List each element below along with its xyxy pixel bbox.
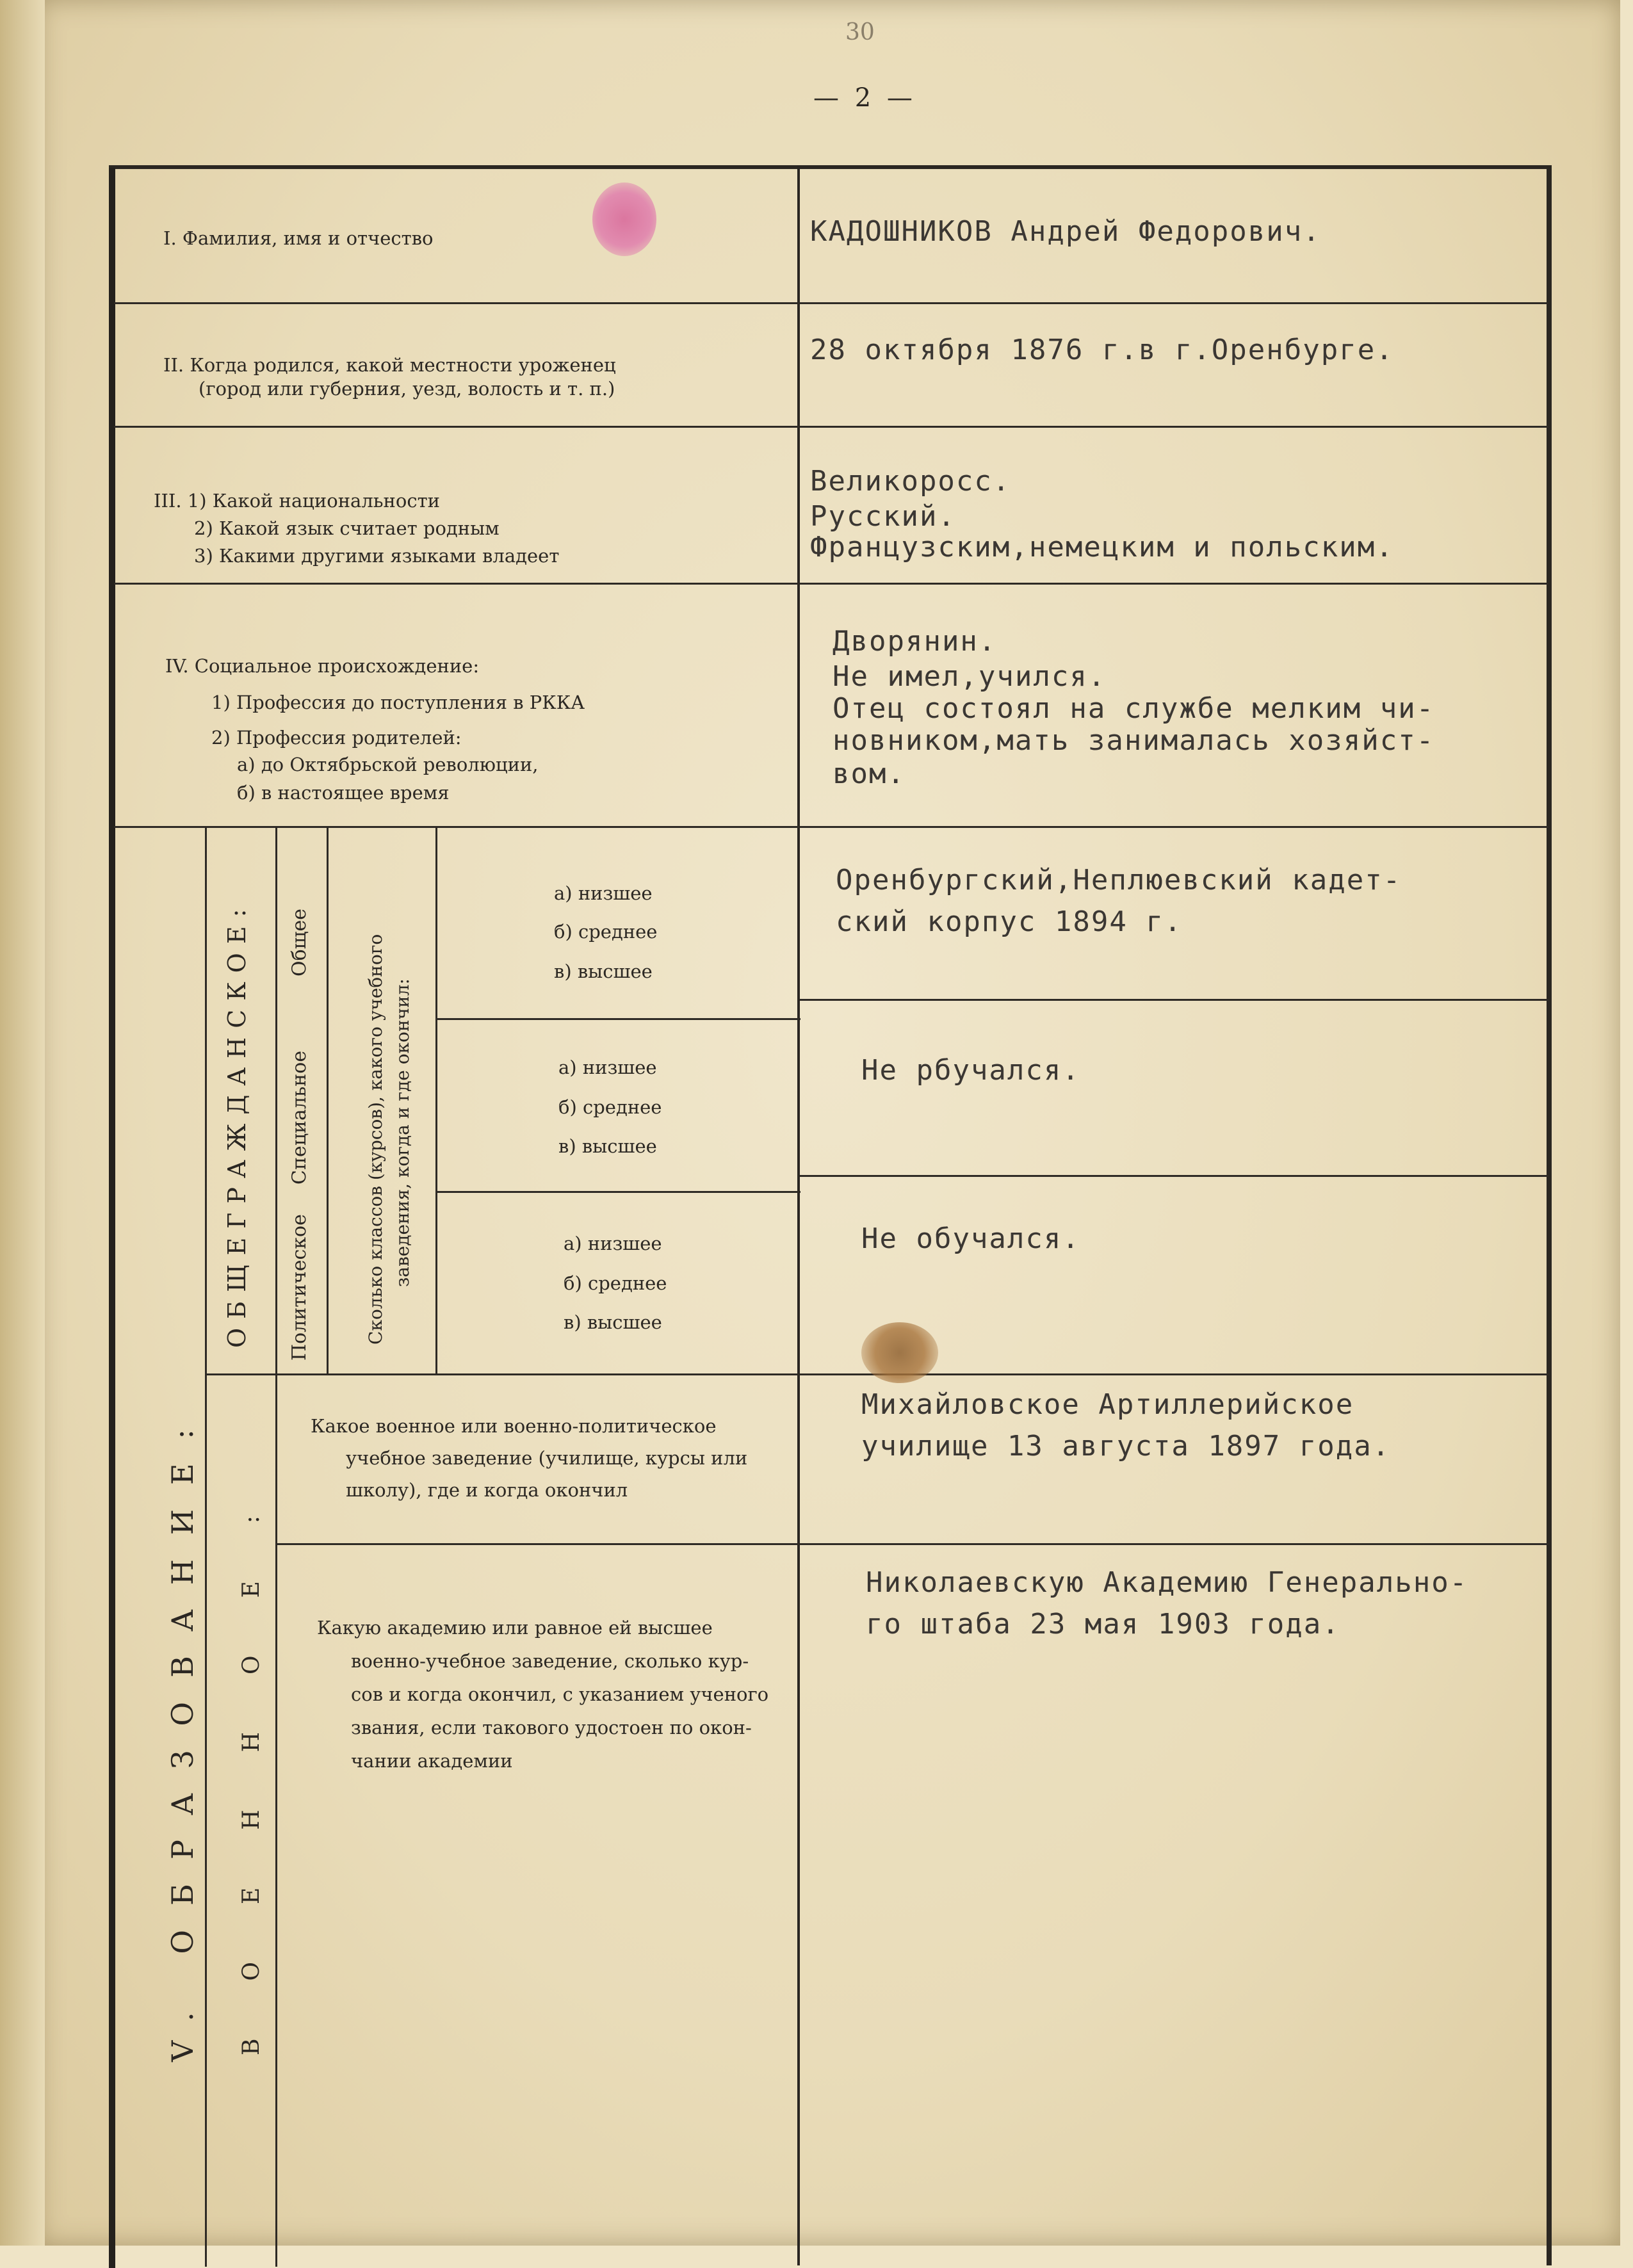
- label-current-time: б) в настоящее время: [237, 782, 450, 804]
- row-divider: [435, 1018, 800, 1020]
- value-military-school-2: училище 13 августа 1897 года.: [861, 1430, 1391, 1462]
- label-parents-profession: 2) Профессия родителей:: [211, 727, 462, 749]
- label-military-school-1: Какое военное или военно-политическое: [311, 1415, 717, 1437]
- value-general-line2: ский корпус 1894 г.: [836, 905, 1183, 938]
- label-academy-4: звания, если такового удостоен по окон-: [351, 1717, 752, 1738]
- edu-col-divider: [205, 826, 207, 2267]
- value-nationality: Великоросс.: [810, 465, 1011, 498]
- label-military-school-2: учебное заведение (училище, курсы или: [346, 1447, 748, 1469]
- value-birth: 28 октября 1876 г.в г.Оренбурге.: [810, 334, 1394, 366]
- value-profession-before: Не имел,учился.: [833, 660, 1107, 693]
- label-education-section: V. ОБРАЗОВАНИЕ:: [165, 1404, 200, 2062]
- edu-col-divider: [435, 826, 437, 1373]
- level-mid: б) среднее: [558, 1096, 662, 1118]
- row-divider: [114, 302, 1548, 304]
- label-political: Политическое: [288, 1214, 311, 1361]
- edu-col-divider: [327, 826, 329, 1373]
- level-high: в) высшее: [558, 1135, 657, 1157]
- label-social-origin: IV. Социальное происхождение:: [165, 655, 480, 677]
- row-divider: [275, 1543, 1550, 1545]
- value-military-school-1: Михайловское Артиллерийское: [861, 1388, 1354, 1421]
- level-low: а) низшее: [554, 882, 653, 904]
- label-full-name: I. Фамилия, имя и отчество: [163, 227, 434, 249]
- faint-page-number: 30: [845, 19, 875, 45]
- label-academy-1: Какую академию или равное ей высшее: [317, 1617, 713, 1639]
- value-full-name: КАДОШНИКОВ Андрей Федорович.: [810, 215, 1321, 248]
- row-divider: [114, 826, 1548, 828]
- value-political: Не обучался.: [861, 1222, 1080, 1255]
- label-classes-line1: Сколько классов (курсов), какого учебного: [365, 934, 386, 1345]
- value-academy-2: го штаба 23 мая 1903 года.: [866, 1608, 1340, 1640]
- label-academy-5: чании академии: [351, 1750, 513, 1772]
- form-frame-top: [109, 165, 1550, 169]
- page-number: — 2 —: [813, 83, 916, 113]
- level-mid: б) среднее: [554, 921, 658, 943]
- row-divider: [800, 999, 1549, 1001]
- label-civil-education: ОБЩЕГРАЖДАНСКОЕ:: [223, 900, 251, 1348]
- label-academy-3: сов и когда окончил, с указанием ученого: [351, 1683, 769, 1705]
- column-divider: [797, 165, 800, 2265]
- label-before-revolution: а) до Октябрьской революции,: [237, 754, 539, 775]
- value-general-line1: Оренбургский,Неплюевский кадет-: [836, 864, 1402, 896]
- value-special: Не рбучался.: [861, 1054, 1080, 1087]
- level-low: а) низшее: [564, 1233, 662, 1254]
- label-native-language: 2) Какой язык считает родным: [194, 517, 500, 539]
- label-nationality: III. 1) Какой национальности: [154, 490, 440, 512]
- form-frame-right: [1547, 165, 1552, 2265]
- row-divider: [800, 1175, 1549, 1177]
- label-special: Специальное: [288, 1050, 311, 1185]
- value-parents-line1: Отец состоял на службе мелким чи-: [833, 692, 1435, 725]
- page-edge: [0, 0, 45, 2246]
- edu-col-divider: [275, 1373, 277, 2267]
- label-birth-note: (город или губерния, уезд, волость и т. п.): [199, 378, 615, 400]
- label-birth: II. Когда родился, какой местности уроженец: [163, 354, 616, 376]
- label-general: Общее: [288, 908, 311, 976]
- level-high: в) высшее: [554, 960, 653, 982]
- label-profession-before: 1) Профессия до поступления в РККА: [211, 692, 585, 713]
- value-parents-line3: вом.: [833, 757, 906, 790]
- label-military-education: ВОЕННОЕ:: [238, 1458, 264, 2055]
- value-native-language: Русский.: [810, 500, 956, 533]
- edu-col-divider: [275, 826, 277, 1373]
- form-frame-left: [109, 168, 115, 2268]
- ink-stamp-mark: [592, 182, 656, 256]
- label-other-languages: 3) Какими другими языками владеет: [194, 545, 560, 567]
- value-parents-line2: новником,мать занималась хозяйст-: [833, 724, 1435, 757]
- level-high: в) высшее: [564, 1311, 662, 1333]
- value-social-origin: Дворянин.: [833, 625, 997, 658]
- level-low: а) низшее: [558, 1057, 657, 1078]
- label-military-school-3: школу), где и когда окончил: [346, 1479, 628, 1501]
- label-academy-2: военно-учебное заведение, сколько кур-: [351, 1650, 749, 1672]
- row-divider: [114, 583, 1548, 585]
- level-mid: б) среднее: [564, 1272, 667, 1294]
- label-classes-line2: заведения, когда и где окончил:: [392, 978, 413, 1287]
- value-other-languages: Французским,немецким и польским.: [810, 531, 1394, 563]
- ink-stain: [861, 1322, 938, 1383]
- row-divider: [114, 426, 1548, 428]
- row-divider: [435, 1191, 800, 1193]
- value-academy-1: Николаевскую Академию Генерально-: [866, 1566, 1468, 1599]
